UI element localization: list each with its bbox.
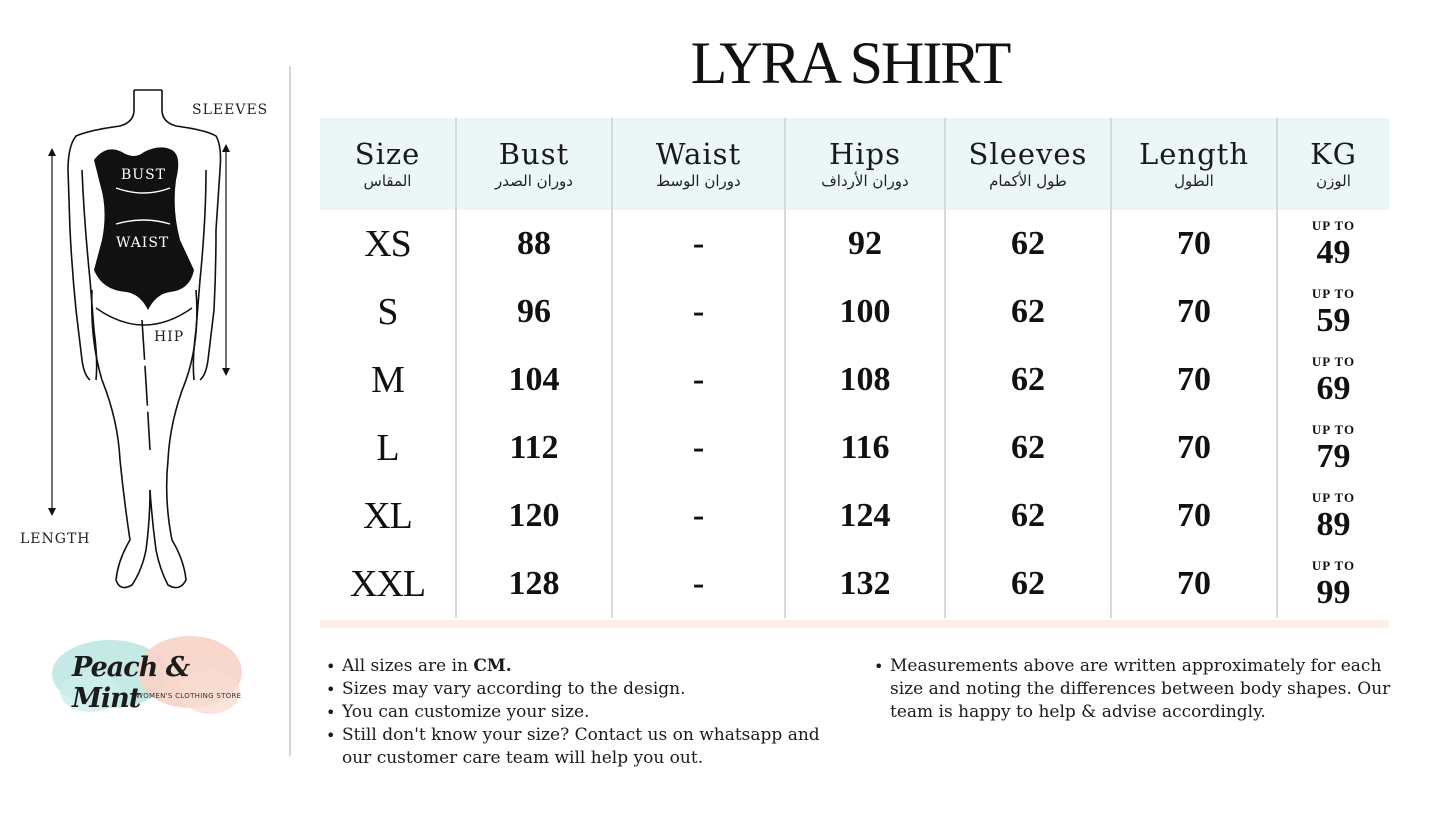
kg-value: 49 (1316, 233, 1351, 271)
waist-cell: - (612, 346, 785, 414)
sleeves-label: SLEEVES (192, 102, 269, 118)
hips-cell: 132 (785, 550, 945, 618)
upto-label: UP TO (1311, 421, 1356, 437)
size-cell: XXL (320, 550, 456, 618)
upto-label: UP TO (1311, 217, 1356, 233)
hips-cell: 108 (785, 346, 945, 414)
length-label: LENGTH (20, 531, 91, 547)
note-item: • You can customize your size. (342, 701, 824, 724)
length-cell: 70 (1111, 414, 1277, 482)
upto-label: UP TO (1311, 557, 1356, 573)
sleeves-cell: 62 (945, 278, 1111, 346)
note-item: • Still don't know your size? Contact us on whatsapp and our customer care team will help you out. (342, 724, 822, 770)
length-cell: 70 (1111, 482, 1277, 550)
kg-cell (1277, 210, 1389, 278)
waist-cell: - (612, 414, 785, 482)
column-header-bust: Bust دوران الصدر (456, 118, 612, 210)
table-row (320, 210, 1389, 278)
body-silhouette-icon (10, 80, 290, 600)
bust-cell: 120 (456, 482, 612, 550)
kg-value: 89 (1316, 505, 1351, 543)
size-chart-table (320, 118, 1389, 618)
notes-right (872, 655, 1402, 724)
waist-cell: - (612, 278, 785, 346)
bust-cell: 96 (456, 278, 612, 346)
table-row (320, 550, 1389, 618)
kg-cell (1277, 482, 1389, 550)
column-header-size: Size المقاس (320, 118, 456, 210)
kg-cell (1277, 550, 1389, 618)
logo-wordmark: Peach & Mint (72, 652, 190, 714)
bust-cell: 104 (456, 346, 612, 414)
body-measurement-figure (10, 80, 290, 600)
bust-cell: 112 (456, 414, 612, 482)
note-item: • Measurements above are written approximately for each size and noting the differences between body shapes. Our team is happy to help & advise accordingly. (890, 655, 1402, 724)
upto-label: UP TO (1311, 285, 1356, 301)
hips-cell: 100 (785, 278, 945, 346)
waist-label: WAIST (116, 235, 170, 251)
kg-cell (1277, 414, 1389, 482)
note-item: • Sizes may vary according to the design. (342, 678, 824, 701)
sleeves-cell: 62 (945, 346, 1111, 414)
size-cell: L (320, 414, 456, 482)
length-cell: 70 (1111, 346, 1277, 414)
page-title: LYRA SHIRT (690, 30, 1010, 96)
table-header-row (320, 118, 1389, 210)
bust-label: BUST (121, 167, 167, 183)
logo-subtitle: WOMEN'S CLOTHING STORE (136, 692, 242, 700)
table-row (320, 278, 1389, 346)
hip-label: HIP (154, 329, 185, 345)
hips-cell: 92 (785, 210, 945, 278)
table-row (320, 414, 1389, 482)
table-row (320, 346, 1389, 414)
waist-cell: - (612, 550, 785, 618)
kg-cell (1277, 278, 1389, 346)
column-header-hips: Hips دوران الأرداف (785, 118, 945, 210)
brand-logo (50, 622, 250, 732)
column-header-sleeves: Sleeves طول الأكمام (945, 118, 1111, 210)
column-header-kg: KG الوزن (1277, 118, 1389, 210)
table-row (320, 482, 1389, 550)
waist-cell: - (612, 482, 785, 550)
sleeves-cell: 62 (945, 414, 1111, 482)
sleeves-cell: 62 (945, 482, 1111, 550)
bust-cell: 128 (456, 550, 612, 618)
sleeves-cell: 62 (945, 550, 1111, 618)
note-item: • All sizes are in CM. (342, 655, 824, 678)
length-cell: 70 (1111, 210, 1277, 278)
hips-cell: 124 (785, 482, 945, 550)
kg-value: 79 (1316, 437, 1351, 475)
size-cell: S (320, 278, 456, 346)
upto-label: UP TO (1311, 489, 1356, 505)
upto-label: UP TO (1311, 353, 1356, 369)
table-bottom-bar (320, 620, 1389, 628)
kg-cell (1277, 346, 1389, 414)
notes-left (324, 655, 824, 770)
sleeves-cell: 62 (945, 210, 1111, 278)
kg-value: 59 (1316, 301, 1351, 339)
size-cell: M (320, 346, 456, 414)
bust-cell: 88 (456, 210, 612, 278)
waist-cell: - (612, 210, 785, 278)
size-cell: XL (320, 482, 456, 550)
column-header-waist: Waist دوران الوسط (612, 118, 785, 210)
column-header-length: Length الطول (1111, 118, 1277, 210)
size-cell: XS (320, 210, 456, 278)
length-cell: 70 (1111, 550, 1277, 618)
hips-cell: 116 (785, 414, 945, 482)
kg-value: 99 (1316, 573, 1351, 611)
kg-value: 69 (1316, 369, 1351, 407)
length-cell: 70 (1111, 278, 1277, 346)
